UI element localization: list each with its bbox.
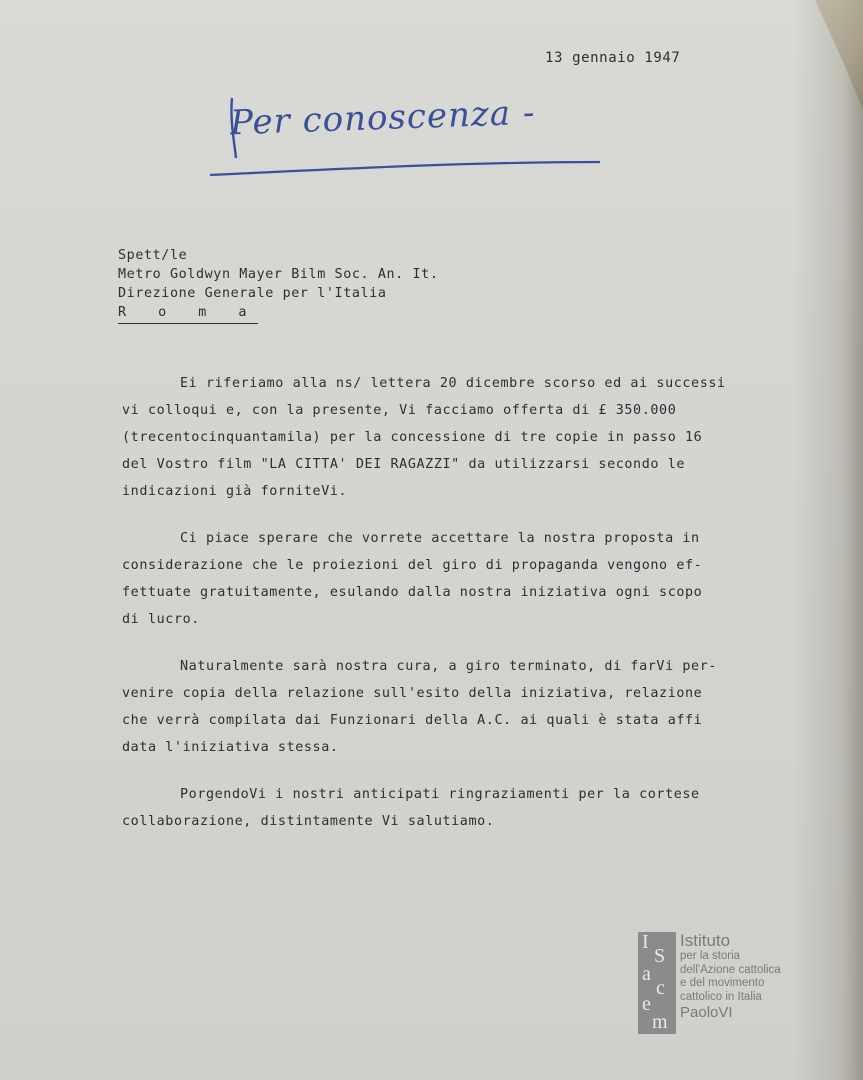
text-line: che verrà compilata dai Funzionari della A.C. ai quali è stata affi xyxy=(122,713,703,728)
paragraph xyxy=(122,525,726,633)
paragraph xyxy=(122,781,726,835)
handwritten-note: Per conoscenza - xyxy=(229,92,537,144)
text-line: (trecentocinquantamila) per la concessione di tre copie in passo 16 xyxy=(122,430,703,445)
text-line: venire copia della relazione sull'esito della iniziativa, relazione xyxy=(122,686,703,701)
recipient-line: Direzione Generale per l'Italia xyxy=(118,286,387,301)
recipient-block xyxy=(118,246,439,324)
logo-letter: m xyxy=(652,1011,668,1033)
logo-text xyxy=(680,932,781,1022)
logo-letter: e xyxy=(642,993,651,1015)
text-line: indicazioni già forniteVi. xyxy=(122,484,348,499)
logo-letter: S xyxy=(654,945,666,967)
logo-line: Istituto xyxy=(680,931,731,950)
logo-line: PaoloVI xyxy=(680,1004,733,1021)
paragraph xyxy=(122,653,726,761)
letter-date: 13 gennaio 1947 xyxy=(545,50,681,66)
recipient-city: R o m a xyxy=(118,303,258,324)
paragraph xyxy=(122,370,726,505)
logo-letter: a xyxy=(642,963,651,985)
logo-line: cattolico in Italia xyxy=(680,990,762,1003)
logo-mark xyxy=(638,932,676,1034)
text-line: fettuate gratuitamente, esulando dalla nostra iniziativa ogni scopo xyxy=(122,585,703,600)
logo-letter: I xyxy=(642,931,649,953)
logo-line: per la storia xyxy=(680,950,741,962)
logo-line: dell'Azione cattolica xyxy=(680,963,781,976)
logo-letter: c xyxy=(656,977,665,999)
recipient-line: Metro Goldwyn Mayer Bilm Soc. An. It. xyxy=(118,267,439,282)
page-edge-shadow xyxy=(793,0,863,1080)
recipient-line: Spett/le xyxy=(118,248,188,263)
text-line: considerazione che le proiezioni del giro di propaganda vengono ef- xyxy=(122,558,703,573)
text-line: di lucro. xyxy=(122,612,200,627)
letter-body xyxy=(122,370,726,855)
text-line: vi colloqui e, con la presente, Vi facciamo offerta di £ 350.000 xyxy=(122,403,677,418)
text-line: del Vostro film "LA CITTA' DEI RAGAZZI" da utilizzarsi secondo le xyxy=(122,457,686,472)
text-line: data l'iniziativa stessa. xyxy=(122,740,339,755)
text-line: Naturalmente sarà nostra cura, a giro terminato, di farVi per- xyxy=(180,659,718,674)
logo-line: e del movimento xyxy=(680,977,765,989)
text-line: Ci piace sperare che vorrete accettare la nostra proposta in xyxy=(180,531,700,546)
text-line: Ei riferiamo alla ns/ lettera 20 dicembre scorso ed ai successi xyxy=(180,376,726,391)
text-line: PorgendoVi i nostri anticipati ringraziamenti per la cortese xyxy=(180,787,700,802)
text-line: collaborazione, distintamente Vi salutiamo. xyxy=(122,814,495,829)
archive-watermark-logo xyxy=(638,932,788,1036)
